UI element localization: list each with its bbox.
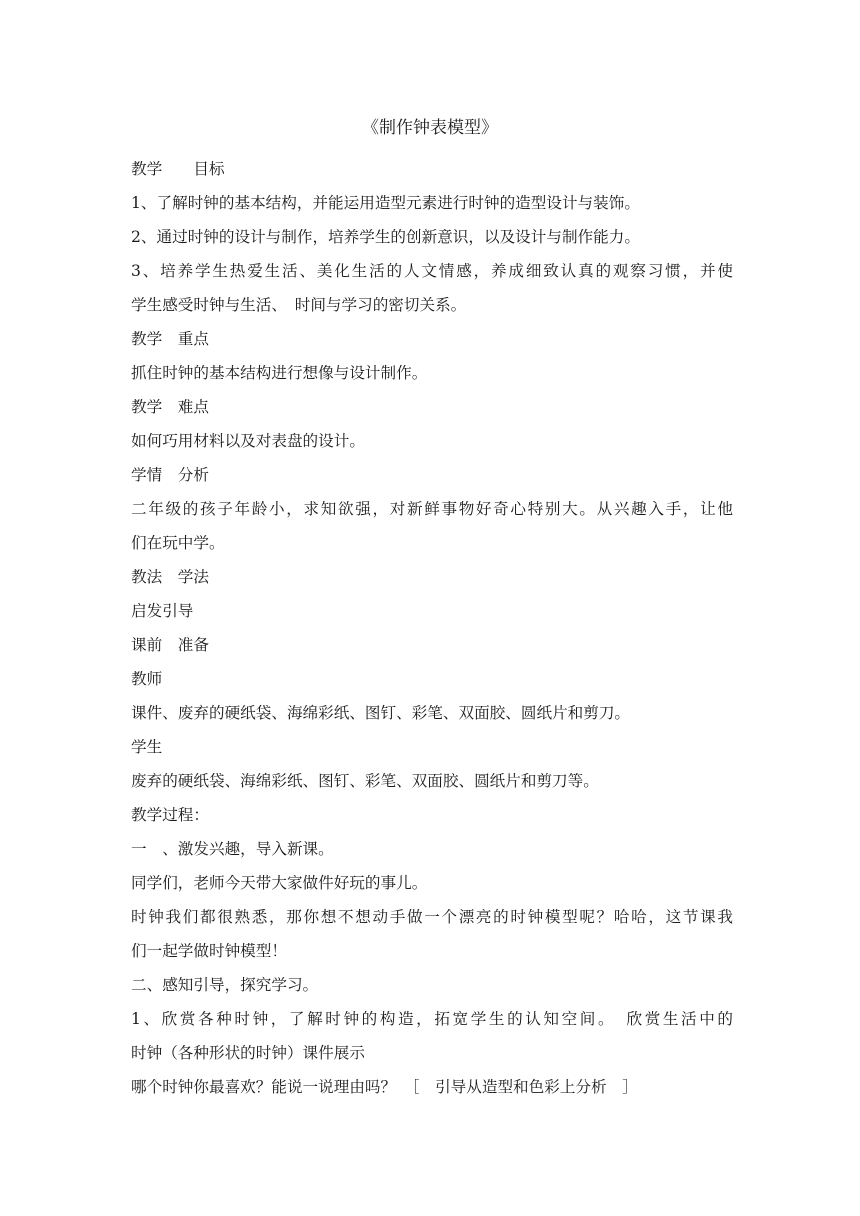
section-heading-preparation: 课前 准备 (131, 636, 209, 654)
objective-3-line-1: 3、培养学生热爱生活、美化生活的人文情感，养成细致认真的观察习惯，并使 (131, 262, 733, 280)
section-heading-process: 教学过程： (131, 806, 209, 824)
preparation-teacher-label: 教师 (131, 670, 163, 688)
objective-2: 2、通过时钟的设计与制作，培养学生的创新意识，以及设计与制作能力。 (131, 228, 640, 246)
section-heading-key-points: 教学 重点 (131, 330, 209, 348)
document-body (131, 152, 733, 1104)
difficulties-text: 如何巧用材料以及对表盘的设计。 (131, 432, 365, 450)
process-step-1-text-2-line-1: 时钟我们都很熟悉，那你想不想动手做一个漂亮的时钟模型呢？哈哈，这节课我 (131, 908, 733, 926)
objective-1: 1、了解时钟的基本结构，并能运用造型元素进行时钟的造型设计与装饰。 (131, 194, 640, 212)
process-step-1-text-2-line-2: 们一起学做时钟模型！ (131, 942, 287, 960)
process-step-1-text-1: 同学们，老师今天带大家做件好玩的事儿。 (131, 874, 428, 892)
methods-text: 启发引导 (131, 602, 194, 620)
preparation-teacher-text: 课件、废弃的硬纸袋、海绵彩纸、图钉、彩笔、双面胶、圆纸片和剪刀。 (131, 704, 631, 722)
section-heading-analysis: 学情 分析 (131, 466, 209, 484)
preparation-student-label: 学生 (131, 738, 163, 756)
process-step-2-question: 哪个时钟你最喜欢？能说一说理由吗？ ［ 引导从造型和色彩上分析 ］ (131, 1078, 638, 1096)
process-step-2-text-1-line-2: 时钟（各种形状的时钟）课件展示 (131, 1044, 365, 1062)
document-title: 《制作钟表模型》 (362, 118, 498, 138)
process-step-2-text-1-line-1: 1、欣赏各种时钟，了解时钟的构造，拓宽学生的认知空间。 欣赏生活中的 (131, 1010, 733, 1028)
key-points-text: 抓住时钟的基本结构进行想像与设计制作。 (131, 364, 428, 382)
process-step-1-heading: 一 、激发兴趣，导入新课。 (131, 840, 334, 858)
section-heading-methods: 教法 学法 (131, 568, 209, 586)
analysis-text-line-2: 们在玩中学。 (131, 534, 225, 552)
process-step-2-heading: 二、感知引导，探究学习。 (131, 976, 319, 994)
section-heading-objectives: 教学 目标 (131, 160, 225, 178)
analysis-text-line-1: 二年级的孩子年龄小，求知欲强，对新鲜事物好奇心特别大。从兴趣入手，让他 (131, 500, 733, 518)
objective-3-line-2: 学生感受时钟与生活、 时间与学习的密切关系。 (131, 296, 467, 314)
preparation-student-text: 废弃的硬纸袋、海绵彩纸、图钉、彩笔、双面胶、圆纸片和剪刀等。 (131, 772, 599, 790)
section-heading-difficulties: 教学 难点 (131, 398, 209, 416)
